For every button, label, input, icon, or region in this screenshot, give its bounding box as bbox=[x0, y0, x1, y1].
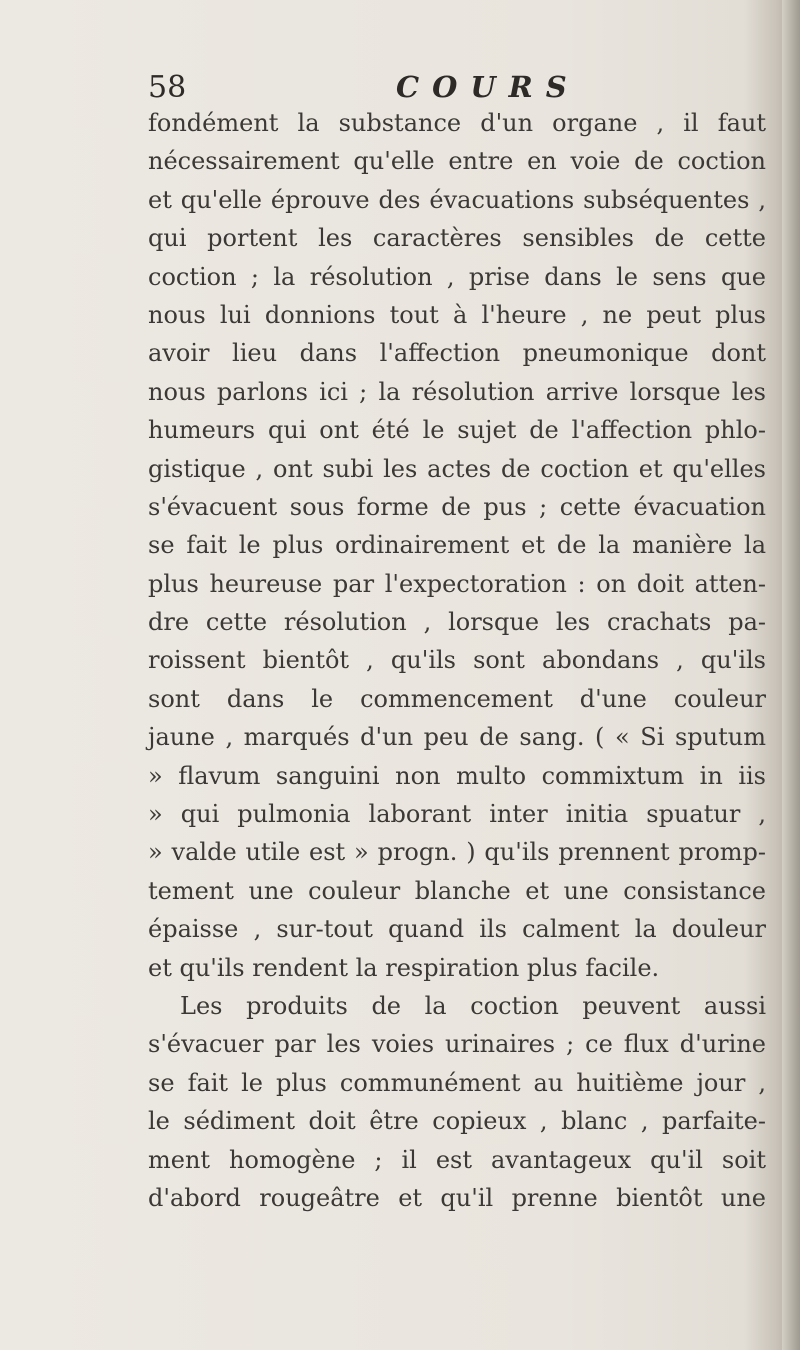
text-line: et qu'elle éprouve des évacuations subséquentes , bbox=[148, 185, 766, 214]
text-line: s'évacuer par les voies urinaires ; ce flux d'urine bbox=[148, 1030, 766, 1059]
text-line: ment homogène ; il est avantageux qu'il soit bbox=[148, 1145, 766, 1174]
text-line: d'abord rougeâtre et qu'il prenne bientôt une bbox=[148, 1183, 766, 1212]
body-text bbox=[148, 104, 766, 1217]
text-line: » valde utile est » progn. ) qu'ils prennent promp- bbox=[148, 838, 766, 867]
text-line: dre cette résolution , lorsque les crachats pa- bbox=[148, 608, 766, 637]
text-line: sont dans le commencement d'une couleur bbox=[148, 684, 766, 713]
text-line: épaisse , sur-tout quand ils calment la douleur bbox=[148, 915, 766, 944]
text-line: se fait le plus ordinairement et de la manière la bbox=[148, 531, 766, 560]
page-number: 58 bbox=[148, 70, 187, 105]
text-line: jaune , marqués d'un peu de sang. ( « Si sputum bbox=[148, 723, 766, 752]
text-line: se fait le plus communément au huitième jour , bbox=[148, 1068, 766, 1097]
text-line: nous lui donnions tout à l'heure , ne peut plus bbox=[148, 300, 766, 329]
text-line: qui portent les caractères sensibles de cette bbox=[148, 224, 766, 253]
text-line: fondément la substance d'un organe , il faut bbox=[148, 109, 766, 137]
text-line: nous parlons ici ; la résolution arrive lorsque les bbox=[148, 377, 766, 406]
text-line: plus heureuse par l'expectoration : on doit atten- bbox=[148, 569, 766, 598]
text-line: humeurs qui ont été le sujet de l'affection phlo- bbox=[148, 416, 766, 445]
text-line: gistique , ont subi les actes de coction et qu'elles bbox=[148, 454, 766, 483]
text-line: roissent bientôt , qu'ils sont abondans , qu'ils bbox=[148, 646, 766, 675]
page-edge-shadow bbox=[782, 0, 800, 1350]
text-line: tement une couleur blanche et une consistance bbox=[148, 876, 766, 905]
text-line: Les produits de la coction peuvent aussi bbox=[180, 991, 766, 1020]
running-title: COURS bbox=[396, 70, 580, 104]
text-line: » flavum sanguini non multo commixtum in iis bbox=[148, 761, 766, 790]
text-line: nécessairement qu'elle entre en voie de coction bbox=[148, 147, 766, 176]
text-line: avoir lieu dans l'affection pneumonique dont bbox=[148, 339, 766, 368]
page-header bbox=[148, 70, 768, 106]
text-line: » qui pulmonia laborant inter initia spuatur , bbox=[148, 800, 766, 829]
text-line: le sédiment doit être copieux , blanc , parfaite- bbox=[148, 1107, 766, 1136]
text-line: s'évacuent sous forme de pus ; cette évacuation bbox=[148, 492, 766, 521]
text-line: coction ; la résolution , prise dans le sens que bbox=[148, 262, 766, 291]
text-line: et qu'ils rendent la respiration plus facile. bbox=[148, 953, 660, 982]
